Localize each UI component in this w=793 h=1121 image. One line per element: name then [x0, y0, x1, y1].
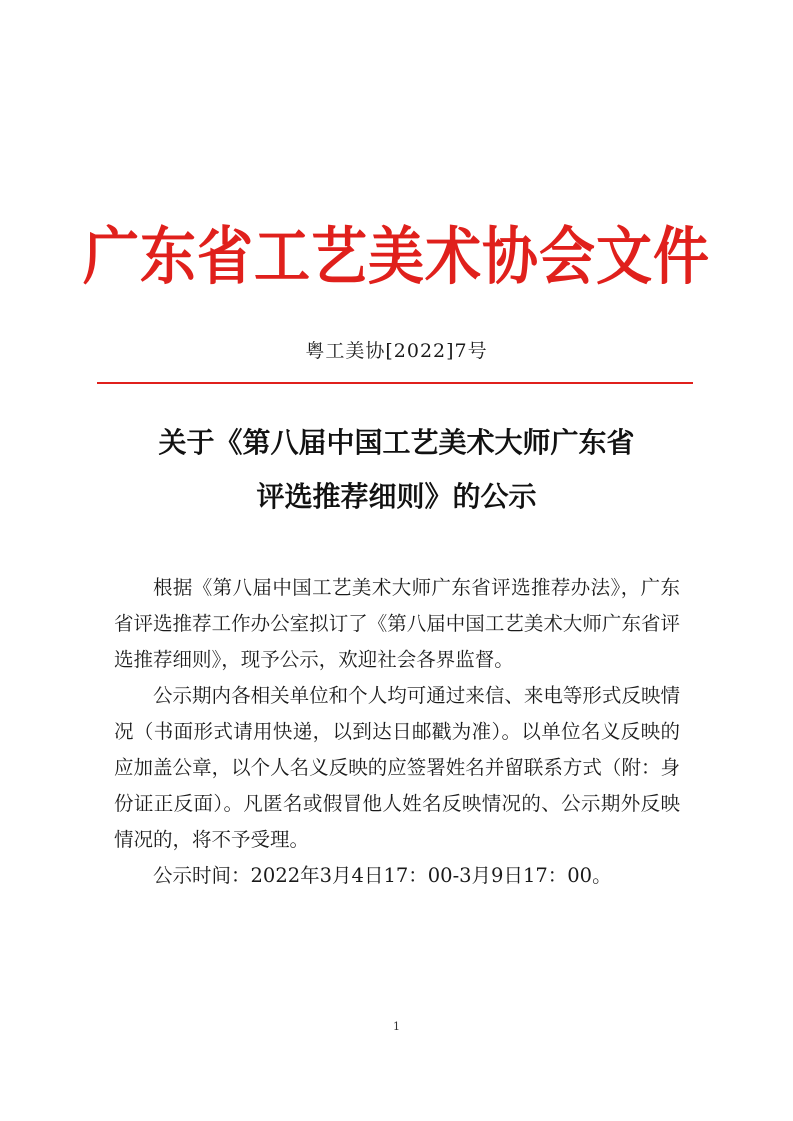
- body-paragraph-feedback: 公示期内各相关单位和个人均可通过来信、来电等形式反映情况（书面形式请用快递，以到达日邮戳为准）。以单位名义反映的应加盖公章，以个人名义反映的应签署姓名并留联系方式（附：身份证正反面）。凡匿名或假冒他人姓名反映情况的、公示期外反映情况的，将不予受理。: [114, 684, 680, 851]
- organization-header-title: 广东省工艺美术协会文件: [83, 219, 710, 294]
- document-number: 粤工美协[2022]7号: [305, 340, 488, 362]
- body-paragraph-period: 公示时间：2022年3月4日17：00-3月9日17：00。: [153, 864, 612, 887]
- document-title-line-2: 评选推荐细则》的公示: [256, 480, 537, 513]
- document-title-line-1: 关于《第八届中国工艺美术大师广东省: [158, 426, 635, 459]
- body-paragraph-intro: 根据《第八届中国工艺美术大师广东省评选推荐办法》，广东省评选推荐工作办公室拟订了《第八届中国工艺美术大师广东省评选推荐细则》，现予公示，欢迎社会各界监督。: [114, 576, 680, 671]
- page-number: 1: [393, 1020, 400, 1033]
- document-title: [90, 416, 703, 524]
- document-body: [114, 570, 680, 894]
- red-divider-line: [97, 382, 693, 384]
